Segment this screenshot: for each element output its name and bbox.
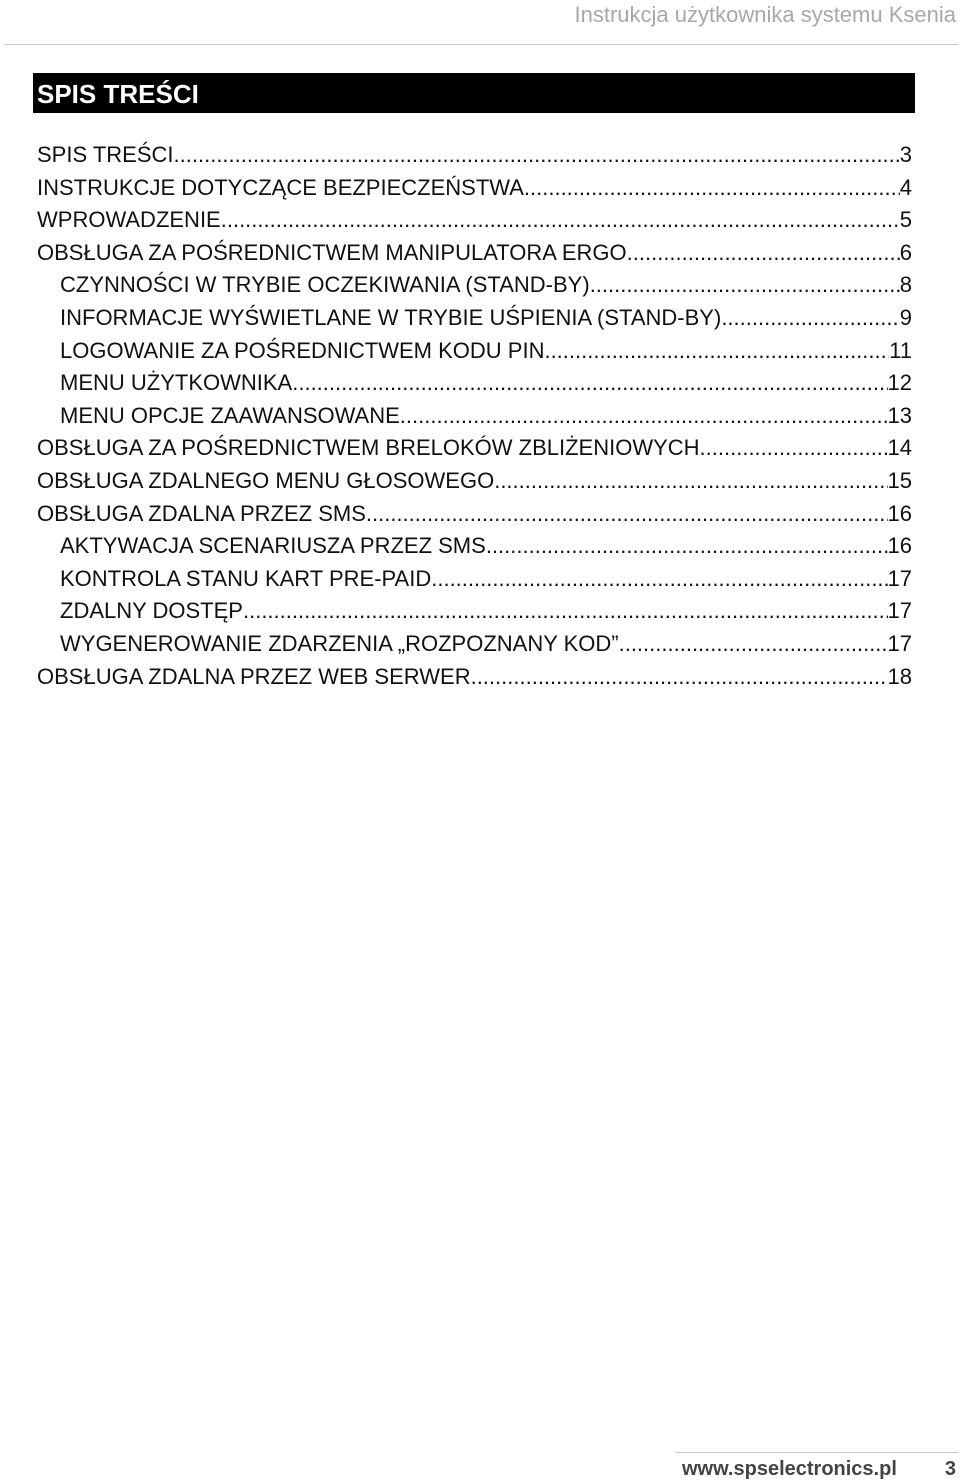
toc-entry-page: 8 (899, 272, 912, 298)
toc-dot-leader (221, 204, 900, 236)
toc-dot-leader (366, 498, 888, 530)
toc-entry-title: AKTYWACJA SCENARIUSZA PRZEZ SMS (60, 533, 486, 559)
toc-dot-leader (292, 367, 887, 399)
toc-entry[interactable] (37, 400, 912, 433)
toc-entry[interactable] (37, 498, 912, 531)
toc-dot-leader (174, 139, 900, 171)
toc-entry-page: 15 (887, 467, 912, 493)
toc-entry[interactable] (37, 269, 912, 302)
toc-dot-leader (700, 432, 888, 464)
toc-entry-title: LOGOWANIE ZA POŚREDNICTWEM KODU PIN (60, 337, 545, 363)
toc-entry-title: WPROWADZENIE (37, 207, 221, 233)
toc-entry-title: SPIS TREŚCI (37, 142, 174, 167)
toc-entry-page: 17 (887, 598, 912, 624)
footer-page-number: 3 (944, 1458, 956, 1480)
table-of-contents (37, 139, 912, 693)
toc-entry[interactable] (37, 204, 912, 237)
toc-entry-title: OBSŁUGA ZDALNA PRZEZ WEB SERWER (37, 663, 471, 689)
toc-dot-leader (494, 465, 887, 497)
toc-entry-title: OBSŁUGA ZDALNEGO MENU GŁOSOWEGO (37, 467, 495, 493)
footer-website: www.spselectronics.pl (682, 1458, 897, 1480)
toc-entry-title: INSTRUKCJE DOTYCZĄCE BEZPIECZEŃSTWA (37, 174, 524, 200)
toc-entry[interactable] (37, 335, 912, 368)
section-heading: SPIS TREŚCI (33, 73, 915, 113)
toc-entry[interactable] (37, 661, 912, 694)
header-divider (4, 44, 958, 45)
toc-entry-page: 11 (889, 337, 912, 363)
toc-entry-page: 18 (887, 663, 912, 689)
toc-entry[interactable] (37, 595, 912, 628)
toc-dot-leader (619, 628, 888, 660)
toc-entry-title: OBSŁUGA ZDALNA PRZEZ SMS (37, 500, 366, 526)
toc-dot-leader (243, 595, 888, 627)
toc-dot-leader (486, 530, 888, 562)
toc-entry-page: 4 (899, 174, 912, 200)
toc-entry-title: OBSŁUGA ZA POŚREDNICTWEM BRELOKÓW ZBLIŻENIOWYCH (37, 435, 700, 461)
toc-dot-leader (471, 661, 888, 693)
toc-entry[interactable] (37, 465, 912, 498)
toc-entry-title: OBSŁUGA ZA POŚREDNICTWEM MANIPULATORA ERGO (37, 239, 627, 265)
toc-entry-page: 17 (887, 565, 912, 591)
toc-entry[interactable] (37, 302, 912, 335)
toc-entry[interactable] (37, 367, 912, 400)
toc-entry-page: 6 (899, 239, 912, 265)
toc-entry[interactable] (37, 172, 912, 205)
toc-entry-title: CZYNNOŚCI W TRYBIE OCZEKIWANIA (STAND-BY) (60, 272, 590, 298)
toc-entry[interactable] (37, 530, 912, 563)
toc-entry-page: 13 (887, 402, 912, 428)
toc-entry-title: ZDALNY DOSTĘP (60, 598, 243, 624)
toc-entry-title: KONTROLA STANU KART PRE-PAID (60, 565, 432, 591)
toc-dot-leader (544, 335, 889, 367)
running-header-title: Instrukcja użytkownika systemu Ksenia (574, 2, 956, 27)
toc-dot-leader (721, 302, 899, 334)
toc-entry-page: 5 (899, 207, 912, 233)
toc-entry-page: 12 (887, 370, 912, 396)
toc-entry[interactable] (37, 563, 912, 596)
toc-dot-leader (627, 237, 900, 269)
toc-entry-title: INFORMACJE WYŚWIETLANE W TRYBIE UŚPIENIA (STAND-BY) (60, 304, 722, 330)
toc-entry-page: 17 (887, 630, 912, 656)
toc-entry[interactable] (37, 432, 912, 465)
toc-dot-leader (400, 400, 888, 432)
toc-dot-leader (590, 269, 900, 301)
toc-entry[interactable] (37, 139, 912, 172)
toc-dot-leader (431, 563, 887, 595)
toc-entry-page: 14 (887, 435, 912, 461)
footer-divider (675, 1452, 958, 1453)
toc-entry-title: MENU UŻYTKOWNIKA (60, 370, 293, 396)
toc-entry[interactable] (37, 237, 912, 270)
toc-entry-page: 3 (899, 142, 912, 167)
toc-entry-page: 16 (887, 533, 912, 559)
toc-entry-title: WYGENEROWANIE ZDARZENIA „ROZPOZNANY KOD” (60, 630, 619, 656)
toc-entry-title: MENU OPCJE ZAAWANSOWANE (60, 402, 400, 428)
toc-entry-page: 16 (887, 500, 912, 526)
toc-entry-page: 9 (899, 304, 912, 330)
toc-dot-leader (524, 172, 900, 204)
toc-entry[interactable] (37, 628, 912, 661)
